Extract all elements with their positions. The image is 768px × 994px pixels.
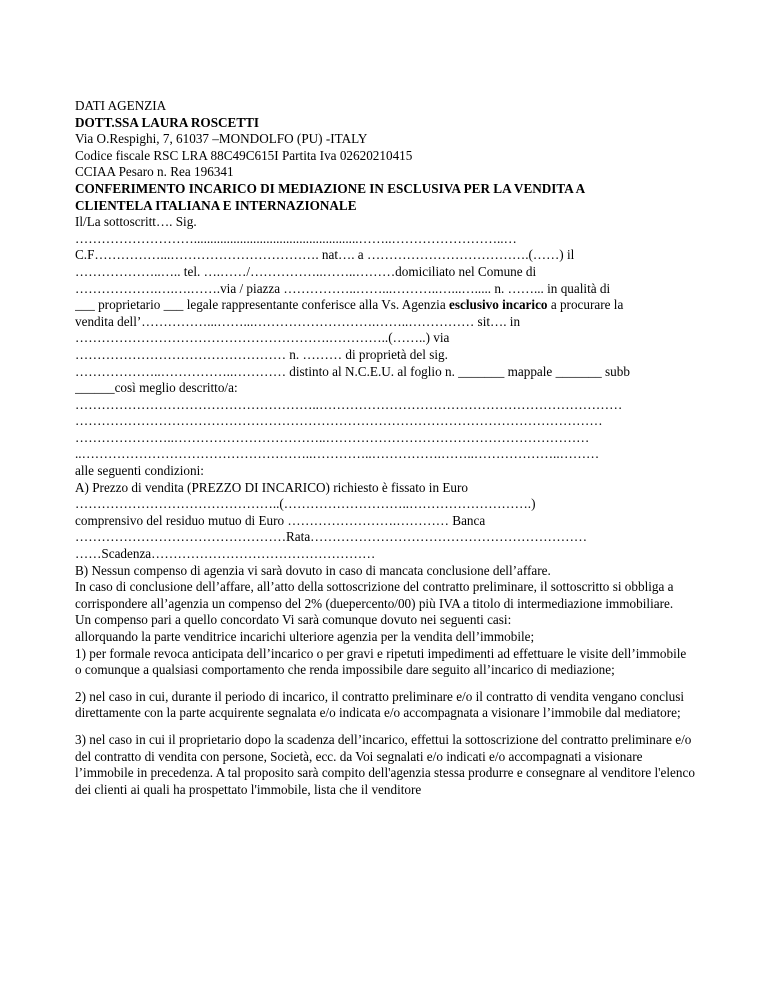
agency-address: Via O.Respighi, 7, 61037 –MONDOLFO (PU) -ITALY (75, 131, 368, 147)
clause-compensation: Un compenso pari a quello concordato Vi sarà comunque dovuto nei seguenti casi: (75, 612, 512, 628)
form-line-price-blank: ………………………………………..(………………………..……………………….) (75, 496, 536, 512)
form-line-phone: ………………..….. tel. ….……/……………..……..………domiciliato nel Comune di (75, 263, 537, 279)
form-line-price-label: A) Prezzo di vendita (PREZZO DI INCARICO) richiesto è fissato in Euro (75, 479, 468, 495)
form-line-description-1: ………………………………………………..…………………………………………………………… (75, 396, 623, 412)
exclusive-mandate-text: esclusivo incarico (448, 297, 548, 313)
form-line-description-label: ______così meglio descritto/a: (75, 380, 238, 396)
role-text: ___ proprietario ___ legale rappresentante conferisce alla Vs. Agenzia (75, 297, 449, 313)
clause-case-intro: allorquando la parte venditrice incarichi ulteriore agenzia per la vendita dell’immobile; (75, 629, 535, 644)
document-page (75, 98, 695, 798)
agency-name: DOTT.SSA LAURA ROSCETTI (75, 114, 260, 130)
form-line-cadastre: ………………..……………..………… distinto al N.C.E.U. al foglio n. _______ mappale _______ subb (75, 363, 630, 379)
form-line-description-3: …………………..……………………………..…………………………………………………… (75, 429, 590, 445)
clause-conclusion: In caso di conclusione dell’affare, all’atto della sottoscrizione del contratto preliminare, il sottoscritto si obbliga a corrispondere all’agenzia un compenso del 2% (duepercento/00) più IVA a titolo di intermediazione immobiliare. (75, 579, 674, 611)
form-line-birth: C.F……………...……………………………. nat…. a ……………………………….(……) il (75, 247, 575, 263)
form-line-mortgage: comprensivo del residuo mutuo di Euro …………………….………… Banca (75, 512, 486, 528)
form-line-sale-of: vendita dell’……………...……...……………………….……..…………… sit…. in (75, 313, 521, 329)
document-title-line-2: CLIENTELA ITALIANA E INTERNAZIONALE (75, 197, 357, 213)
form-line-name-blank: ………………………..................................................……..……………………..… (75, 230, 517, 246)
document-title-line-1: CONFERIMENTO INCARICO DI MEDIAZIONE IN ESCLUSIVA PER LA VENDITA A (75, 180, 586, 196)
agency-section-label: DATI AGENZIA (75, 98, 167, 113)
clause-case-1: 1) per formale revoca anticipata dell’incarico o per gravi e ripetuti impedimenti ad effettuare le visite dell’immobile o comunque a qualsiasi comportamento che renda impossibile dare seguito all’incarico di mediazione; (75, 645, 687, 678)
form-line-conditions: alle seguenti condizioni: (75, 463, 204, 479)
form-line-description-4: ..……………………………………………..…………..…………….……..………………..……… (75, 446, 600, 462)
role-text-end: a procurare la (547, 297, 624, 313)
agency-tax-info: Codice fiscale RSC LRA 88C49C615I Partita Iva 02620210415 (75, 147, 413, 163)
form-line-role (75, 297, 695, 314)
form-line-deadline: ……Scadenza…………………………………………… (75, 546, 376, 562)
clause-case-2: 2) nel caso in cui, durante il periodo di incarico, il contratto preliminare e/o il contratto di vendita vengano conclusi direttamente con la parte acquirente segnalata e/o indicata e/o accompagnata a visionare l’immobile dal mediatore; (75, 688, 684, 721)
clause-b: B) Nessun compenso di agenzia vi sarà dovuto in caso di mancata conclusione dell’affare. (75, 562, 551, 578)
clause-case-3: 3) nel caso in cui il proprietario dopo la scadenza dell’incarico, effettui la sottoscrizione del contratto preliminare e/o del contratto di vendita con persone, Società, ecc. da Voi segnalati e/o indicati e/o accompagnati a visionare l’immobile in precedenza. A tal proposito sarà compito dell'agenzia stessa produrre e consegnare al venditore l'elenco dei clienti ai quali ha prospettato l'immobile, lista che il venditore (75, 731, 695, 797)
form-line-description-2: ………………………………………………………………………………………………………… (75, 413, 603, 429)
form-line-signatory: Il/La sottoscritt…. Sig. (75, 214, 197, 230)
form-line-owner: ………………………………………… n. ……… di proprietà del sig. (75, 346, 448, 362)
agency-cciaa: CCIAA Pesaro n. Rea 196341 (75, 164, 234, 180)
form-line-street: ……………….….….…….via / piazza ……………..……...………..…...…..... n. ……... in qualità di (75, 280, 611, 296)
form-line-location: ………………………………………………….…………..(……..) via (75, 330, 450, 346)
form-line-installment: …………………………………………Rata……………………………………………………… (75, 529, 588, 545)
